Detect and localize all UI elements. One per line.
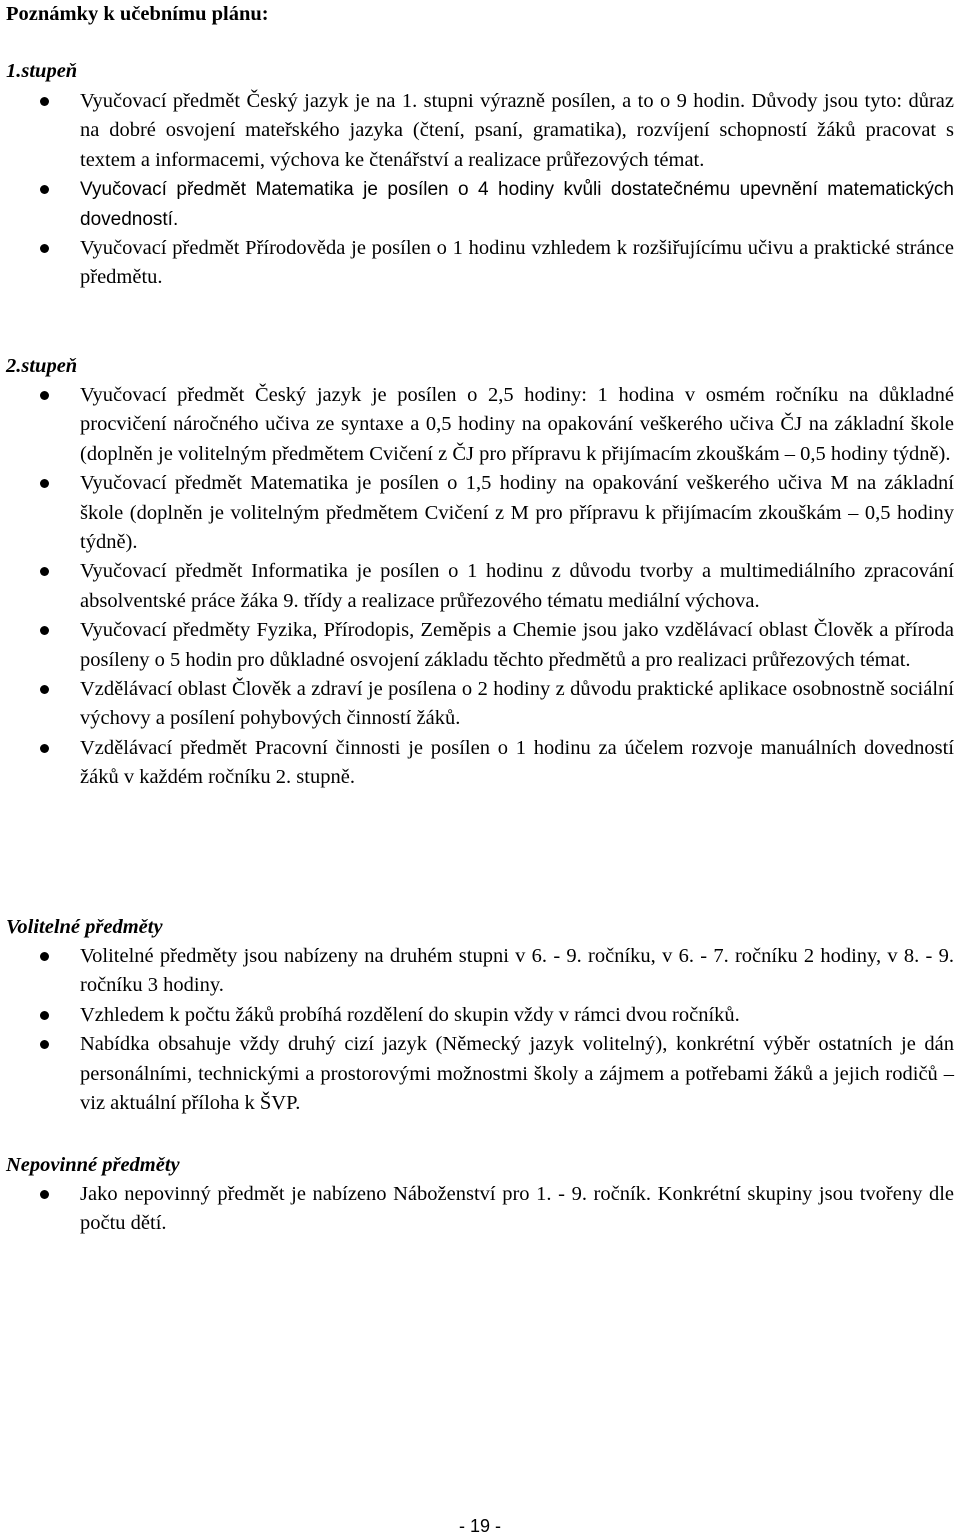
section-list-optional [0, 1180, 960, 1239]
section-heading-optional: Nepovinné předměty [6, 1154, 180, 1176]
list-item-text: Vzhledem k počtu žáků probíhá rozdělení do skupin vždy v rámci dvou ročníků. [80, 1003, 740, 1026]
list-item [0, 1180, 960, 1239]
bullet-icon [40, 1040, 49, 1049]
list-item [0, 616, 960, 675]
section-list-electives [0, 942, 960, 1118]
list-item [0, 734, 960, 793]
section-heading-stage1: 1.stupeň [6, 60, 78, 82]
section-list-stage1 [0, 87, 960, 293]
list-item [0, 1001, 960, 1030]
bullet-icon [40, 244, 49, 253]
list-item-text: Nabídka obsahuje vždy druhý cizí jazyk (Německý jazyk volitelný), konkrétní výběr ostatních je dán personálními, technickými a prostorovými možnostmi školy a zájmem a potřebami žáků a jejich rodičů – viz aktuální příloha k ŠVP. [80, 1033, 954, 1115]
page-title: Poznámky k učebnímu plánu: [6, 3, 269, 25]
section-list-stage2 [0, 381, 960, 793]
section-heading-stage2: 2.stupeň [6, 355, 78, 377]
bullet-icon [40, 685, 49, 694]
list-item [0, 87, 960, 175]
bullet-icon [40, 567, 49, 576]
list-item [0, 557, 960, 616]
list-item-text: Vyučovací předměty Fyzika, Přírodopis, Zeměpis a Chemie jsou jako vzdělávací oblast Člověk a příroda posíleny o 5 hodin pro důkladné osvojení základu těchto předmětů a pro realizaci průřezových témat. [80, 619, 954, 671]
bullet-icon [40, 1190, 49, 1199]
list-item-text: Vyučovací předmět Přírodověda je posílen o 1 hodinu vzhledem k rozšiřujícímu učivu a praktické stránce předmětu. [80, 237, 954, 289]
bullet-icon [40, 479, 49, 488]
bullet-icon [40, 97, 49, 106]
list-item-text: Jako nepovinný předmět je nabízeno Náboženství pro 1. - 9. ročník. Konkrétní skupiny jsou tvořeny dle počtu dětí. [80, 1183, 954, 1235]
list-item-text: Vzdělávací oblast Člověk a zdraví je posílena o 2 hodiny z důvodu praktické aplikace osobnostně sociální výchovy a posílení pohybových činností žáků. [80, 678, 954, 730]
list-item-text: Vyučovací předmět Český jazyk je posílen o 2,5 hodiny: 1 hodina v osmém ročníku na důkladné procvičení náročného učiva ze syntaxe a 0,5 hodiny na opakování veškerého učiva ČJ na základní škole (doplněn je volitelným předmětem Cvičení z ČJ pro přípravu k přijímacím zkouškám – 0,5 hodiny týdně). [80, 384, 954, 465]
bullet-icon [40, 626, 49, 635]
bullet-icon [40, 391, 49, 400]
list-item [0, 1030, 960, 1118]
bullet-icon [40, 952, 49, 961]
page-number: - 19 - [458, 1516, 501, 1536]
list-item [0, 234, 960, 293]
list-item-text: Vyučovací předmět Informatika je posílen o 1 hodinu z důvodu tvorby a multimediálního zpracování absolventské práce žáka 9. třídy a realizace průřezového tématu mediální výchova. [80, 560, 954, 612]
list-item-text: Volitelné předměty jsou nabízeny na druhém stupni v 6. - 9. ročníku, v 6. - 7. ročníku 2 hodiny, v 8. - 9. ročníku 3 hodiny. [80, 945, 954, 997]
list-item [0, 942, 960, 1001]
list-item [0, 469, 960, 557]
list-item [0, 175, 960, 234]
list-item-text: Vzdělávací předmět Pracovní činnosti je posílen o 1 hodinu za účelem rozvoje manuálních dovedností žáků v každém ročníku 2. stupně. [80, 736, 954, 789]
bullet-icon [40, 1011, 49, 1020]
list-item-text: Vyučovací předmět Matematika je posílen o 4 hodiny kvůli dostatečnému upevnění matematických dovedností. [80, 179, 954, 230]
list-item-text: Vyučovací předmět Český jazyk je na 1. stupni výrazně posílen, a to o 9 hodin. Důvody jsou tyto: důraz na dobré osvojení mateřského jazyka (čtení, psaní, gramatika), rozvíjení schopností žáků pracovat s textem a informacemi, výchova ke čtenářství a realizace průřezových témat. [80, 90, 954, 171]
list-item [0, 381, 960, 469]
list-item [0, 675, 960, 734]
bullet-icon [40, 185, 49, 194]
section-heading-electives: Volitelné předměty [6, 916, 163, 938]
list-item-text: Vyučovací předmět Matematika je posílen o 1,5 hodiny na opakování veškerého učiva M na základní škole (doplněn je volitelným předmětem Cvičení z M pro přípravu k přijímacím zkouškám – 0,5 hodiny týdně). [80, 472, 954, 554]
bullet-icon [40, 744, 49, 753]
